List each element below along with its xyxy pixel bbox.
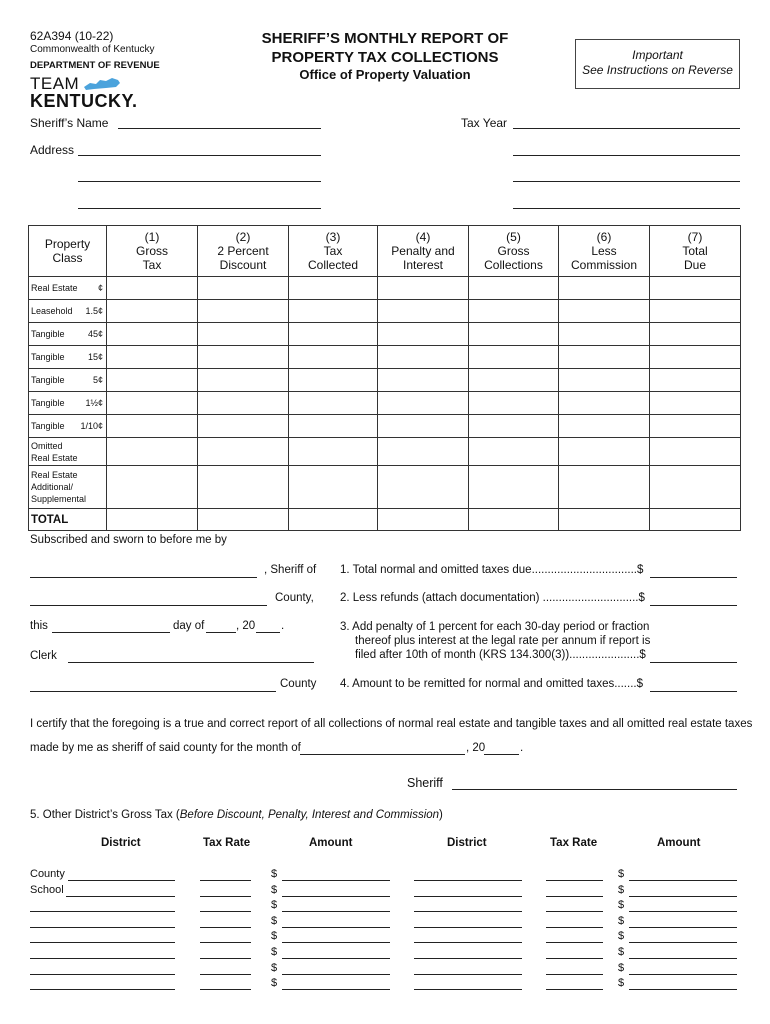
tax-rate-field-right[interactable] bbox=[546, 958, 603, 959]
tax-rate-field-right[interactable] bbox=[546, 989, 603, 990]
collections-table bbox=[28, 225, 741, 531]
department-label: DEPARTMENT OF REVENUE bbox=[30, 60, 160, 71]
tax-rate-field[interactable] bbox=[200, 989, 251, 990]
item-4-amount[interactable] bbox=[650, 691, 737, 692]
certify-line-1: I certify that the foregoing is a true and correct report of all collections of normal real estate and tangible taxes and all omitted real estate taxes bbox=[30, 718, 753, 730]
day-of-label: day of bbox=[173, 620, 205, 632]
table-cell[interactable] bbox=[198, 415, 289, 438]
kentucky-state-icon bbox=[82, 77, 122, 91]
certify-month-field[interactable] bbox=[300, 754, 465, 755]
certify-year-prefix: , 20 bbox=[466, 742, 486, 754]
table-cell[interactable] bbox=[107, 415, 198, 438]
district-field[interactable] bbox=[30, 927, 175, 928]
amount-field-right[interactable] bbox=[629, 974, 737, 975]
amount-field-right[interactable] bbox=[629, 958, 737, 959]
logo-line2: KENTUCKY. bbox=[30, 91, 138, 111]
table-cell[interactable] bbox=[559, 277, 650, 300]
table-cell[interactable] bbox=[107, 346, 198, 369]
county-field-2[interactable] bbox=[30, 691, 276, 692]
table-cell[interactable] bbox=[469, 438, 559, 466]
district-field-right[interactable] bbox=[414, 958, 522, 959]
school-label: School bbox=[30, 884, 64, 896]
amount-field[interactable] bbox=[282, 989, 390, 990]
item-2-amount[interactable] bbox=[650, 605, 737, 606]
col-tax-rate-right: Tax Rate bbox=[550, 837, 598, 849]
row-property-class bbox=[29, 438, 107, 466]
table-cell[interactable] bbox=[289, 300, 378, 323]
row-property-class bbox=[29, 323, 107, 346]
table-cell[interactable] bbox=[559, 392, 650, 415]
month-field[interactable] bbox=[206, 632, 236, 633]
row-label: Tangible bbox=[31, 421, 65, 431]
table-cell[interactable] bbox=[378, 300, 469, 323]
amount-field-right[interactable] bbox=[629, 896, 737, 897]
table-cell[interactable] bbox=[289, 392, 378, 415]
row-rate: 1/10¢ bbox=[80, 421, 103, 431]
table-header-row bbox=[29, 226, 741, 277]
row-rate: 1½¢ bbox=[85, 398, 103, 408]
important-text: See Instructions on Reverse bbox=[582, 63, 733, 77]
dollar-sign: $ bbox=[271, 946, 278, 958]
col-district-right: District bbox=[447, 837, 487, 849]
row-label: Tangible bbox=[31, 375, 65, 385]
sheriffs-name-label: Sheriff’s Name bbox=[30, 116, 109, 130]
item-1-amount[interactable] bbox=[650, 577, 737, 578]
row-property-class bbox=[29, 466, 107, 509]
table-cell[interactable] bbox=[198, 438, 289, 466]
district-field[interactable] bbox=[30, 942, 175, 943]
table-row bbox=[29, 277, 741, 300]
logo-line1: TEAM bbox=[30, 74, 80, 93]
dollar-sign: $ bbox=[271, 930, 278, 942]
tax-rate-field[interactable] bbox=[200, 927, 251, 928]
dollar-sign-right: $ bbox=[618, 899, 625, 911]
row-label: Real Estate Additional/ Supplemental bbox=[31, 470, 87, 504]
table-cell[interactable] bbox=[469, 323, 559, 346]
table-cell[interactable] bbox=[107, 438, 198, 466]
tax-rate-field[interactable] bbox=[200, 880, 251, 881]
important-title: Important bbox=[632, 48, 683, 62]
table-cell[interactable] bbox=[378, 369, 469, 392]
col-amount-left: Amount bbox=[309, 837, 353, 849]
table-row bbox=[29, 346, 741, 369]
table-cell[interactable] bbox=[650, 392, 741, 415]
other-districts-heading: 5. Other District’s Gross Tax (Before Discount, Penalty, Interest and Commission) bbox=[30, 809, 443, 821]
county-field-1[interactable] bbox=[30, 605, 267, 606]
row-rate: 15¢ bbox=[87, 352, 103, 362]
table-cell[interactable] bbox=[378, 466, 469, 509]
row-label: Tangible bbox=[31, 329, 65, 339]
row-label: Real Estate bbox=[31, 283, 78, 293]
col-less-commission: (6) Less Commission bbox=[559, 226, 650, 277]
col-district-left: District bbox=[101, 837, 141, 849]
row-property-class bbox=[29, 369, 107, 392]
form-number: 62A394 (10-22) bbox=[30, 29, 114, 43]
row-rate: 1.5¢ bbox=[85, 306, 103, 316]
table-cell[interactable] bbox=[559, 438, 650, 466]
row-label: Tangible bbox=[31, 398, 65, 408]
tax-rate-field[interactable] bbox=[200, 958, 251, 959]
total-cell[interactable] bbox=[650, 509, 741, 531]
address-right-line-1[interactable] bbox=[513, 155, 740, 156]
table-cell[interactable] bbox=[559, 323, 650, 346]
tax-rate-field-right[interactable] bbox=[546, 911, 603, 912]
col-total-due: (7) Total Due bbox=[650, 226, 741, 277]
county-label-1: County, bbox=[275, 592, 314, 604]
tax-rate-field[interactable] bbox=[200, 896, 251, 897]
table-cell[interactable] bbox=[378, 346, 469, 369]
tax-rate-field-right[interactable] bbox=[546, 880, 603, 881]
table-cell[interactable] bbox=[198, 300, 289, 323]
amount-field-right[interactable] bbox=[629, 911, 737, 912]
dollar-sign: $ bbox=[271, 977, 278, 989]
amount-field[interactable] bbox=[282, 974, 390, 975]
col-amount-right: Amount bbox=[657, 837, 701, 849]
dollar-sign-right: $ bbox=[618, 915, 625, 927]
district-field-right[interactable] bbox=[414, 896, 522, 897]
row-property-class bbox=[29, 415, 107, 438]
address-right-line-2[interactable] bbox=[513, 181, 740, 182]
total-cell[interactable] bbox=[378, 509, 469, 531]
sheriffs-name-field[interactable] bbox=[118, 128, 321, 129]
dollar-sign-right: $ bbox=[618, 884, 625, 896]
table-cell[interactable] bbox=[289, 277, 378, 300]
table-row bbox=[29, 300, 741, 323]
tax-rate-field-right[interactable] bbox=[546, 942, 603, 943]
address-line-2[interactable] bbox=[78, 181, 321, 182]
table-cell[interactable] bbox=[559, 415, 650, 438]
total-cell[interactable] bbox=[198, 509, 289, 531]
table-cell[interactable] bbox=[289, 466, 378, 509]
table-cell[interactable] bbox=[469, 369, 559, 392]
title-line1: SHERIFF’S MONTHLY REPORT OF bbox=[261, 30, 509, 47]
item-3-label: 3. Add penalty of 1 percent for each 30-day period or fraction thereof plus interest at the legal rate per annum if report is filed after 10th of month (KRS 134.300(3))......................$ bbox=[340, 621, 651, 661]
table-cell[interactable] bbox=[378, 323, 469, 346]
table-row bbox=[29, 438, 741, 466]
sheriff-of-label: , Sheriff of bbox=[264, 564, 317, 576]
district-field[interactable] bbox=[30, 989, 175, 990]
table-cell[interactable] bbox=[198, 323, 289, 346]
table-cell[interactable] bbox=[650, 346, 741, 369]
county-label-2: County bbox=[280, 678, 317, 690]
row-rate: 45¢ bbox=[87, 329, 103, 339]
dollar-sign: $ bbox=[271, 915, 278, 927]
table-cell[interactable] bbox=[650, 415, 741, 438]
district-field[interactable] bbox=[30, 974, 175, 975]
table-row bbox=[29, 323, 741, 346]
dollar-sign: $ bbox=[271, 884, 278, 896]
table-cell[interactable] bbox=[289, 415, 378, 438]
col-gross-tax: (1) Gross Tax bbox=[107, 226, 198, 277]
clerk-label: Clerk bbox=[30, 650, 57, 662]
this-label: this bbox=[30, 620, 48, 632]
table-cell[interactable] bbox=[559, 369, 650, 392]
table-cell[interactable] bbox=[107, 392, 198, 415]
amount-field[interactable] bbox=[282, 958, 390, 959]
table-cell[interactable] bbox=[198, 369, 289, 392]
amount-field-right[interactable] bbox=[629, 880, 737, 881]
address-line-1[interactable] bbox=[78, 155, 321, 156]
row-label: Leasehold bbox=[31, 306, 73, 316]
table-cell[interactable] bbox=[650, 438, 741, 466]
subscribed-label: Subscribed and sworn to before me by bbox=[30, 534, 227, 546]
table-cell[interactable] bbox=[198, 277, 289, 300]
day-field[interactable] bbox=[52, 632, 170, 633]
tax-rate-field[interactable] bbox=[200, 942, 251, 943]
amount-field-right[interactable] bbox=[629, 927, 737, 928]
county-label: County bbox=[30, 868, 65, 880]
table-cell[interactable] bbox=[469, 300, 559, 323]
row-property-class bbox=[29, 277, 107, 300]
table-cell[interactable] bbox=[289, 346, 378, 369]
total-label: TOTAL bbox=[29, 509, 107, 531]
item-3-amount[interactable] bbox=[650, 662, 737, 663]
row-property-class bbox=[29, 392, 107, 415]
tax-year-field[interactable] bbox=[513, 128, 740, 129]
col-tax-collected: (3) Tax Collected bbox=[289, 226, 378, 277]
row-label: Omitted Real Estate bbox=[31, 440, 78, 463]
amount-field[interactable] bbox=[282, 927, 390, 928]
district-field-right[interactable] bbox=[414, 974, 522, 975]
district-field-right[interactable] bbox=[414, 927, 522, 928]
total-row bbox=[29, 509, 741, 531]
county-district-field[interactable] bbox=[68, 880, 175, 881]
tax-rate-field-right[interactable] bbox=[546, 974, 603, 975]
dollar-sign: $ bbox=[271, 962, 278, 974]
dollar-sign-right: $ bbox=[618, 946, 625, 958]
certify-line-2: made by me as sheriff of said county for the month of bbox=[30, 742, 301, 754]
report-title bbox=[205, 29, 565, 67]
table-cell[interactable] bbox=[378, 392, 469, 415]
report-subtitle: Office of Property Valuation bbox=[299, 67, 471, 82]
district-field-right[interactable] bbox=[414, 989, 522, 990]
sheriff-signature-label: Sheriff bbox=[407, 776, 443, 790]
table-cell[interactable] bbox=[198, 466, 289, 509]
table-row bbox=[29, 466, 741, 509]
tax-rate-field-right[interactable] bbox=[546, 896, 603, 897]
district-field[interactable] bbox=[30, 958, 175, 959]
table-cell[interactable] bbox=[107, 369, 198, 392]
row-label: Tangible bbox=[31, 352, 65, 362]
table-cell[interactable] bbox=[198, 346, 289, 369]
table-cell[interactable] bbox=[469, 466, 559, 509]
tax-rate-field-right[interactable] bbox=[546, 927, 603, 928]
district-field[interactable] bbox=[30, 911, 175, 912]
clerk-field[interactable] bbox=[68, 662, 314, 663]
commonwealth-label: Commonwealth of Kentucky bbox=[30, 44, 155, 55]
table-cell[interactable] bbox=[378, 277, 469, 300]
item-4-label: 4. Amount to be remitted for normal and omitted taxes.......$ bbox=[340, 678, 643, 690]
table-cell[interactable] bbox=[378, 438, 469, 466]
amount-field[interactable] bbox=[282, 911, 390, 912]
table-cell[interactable] bbox=[559, 466, 650, 509]
dollar-sign-right: $ bbox=[618, 868, 625, 880]
table-cell[interactable] bbox=[650, 300, 741, 323]
year-prefix-label: , 20 bbox=[236, 620, 256, 632]
item-1-label: 1. Total normal and omitted taxes due.................................$ bbox=[340, 564, 644, 576]
dollar-sign: $ bbox=[271, 899, 278, 911]
total-cell[interactable] bbox=[107, 509, 198, 531]
team-kentucky-logo bbox=[30, 75, 138, 110]
row-property-class bbox=[29, 300, 107, 323]
table-cell[interactable] bbox=[107, 300, 198, 323]
table-cell[interactable] bbox=[107, 323, 198, 346]
table-cell[interactable] bbox=[559, 300, 650, 323]
dollar-sign: $ bbox=[271, 868, 278, 880]
table-cell[interactable] bbox=[650, 323, 741, 346]
table-cell[interactable] bbox=[469, 415, 559, 438]
total-cell[interactable] bbox=[289, 509, 378, 531]
tax-rate-field[interactable] bbox=[200, 974, 251, 975]
table-row bbox=[29, 415, 741, 438]
amount-field-right[interactable] bbox=[629, 942, 737, 943]
row-rate: 5¢ bbox=[92, 375, 103, 385]
school-district-field[interactable] bbox=[66, 896, 175, 897]
district-field-right[interactable] bbox=[414, 880, 522, 881]
total-cell[interactable] bbox=[559, 509, 650, 531]
table-row bbox=[29, 392, 741, 415]
dollar-sign-right: $ bbox=[618, 977, 625, 989]
table-cell[interactable] bbox=[469, 392, 559, 415]
tax-year-label: Tax Year bbox=[461, 116, 508, 130]
sheriff-signature-field[interactable] bbox=[452, 789, 737, 790]
dollar-sign-right: $ bbox=[618, 930, 625, 942]
title-line2: PROPERTY TAX COLLECTIONS bbox=[271, 49, 499, 66]
amount-field-right[interactable] bbox=[629, 989, 737, 990]
address-line-3[interactable] bbox=[78, 208, 321, 209]
table-cell[interactable] bbox=[289, 369, 378, 392]
dollar-sign-right: $ bbox=[618, 962, 625, 974]
table-cell[interactable] bbox=[107, 277, 198, 300]
table-cell[interactable] bbox=[378, 415, 469, 438]
col-gross-collections: (5) Gross Collections bbox=[469, 226, 559, 277]
col-tax-rate-left: Tax Rate bbox=[203, 837, 251, 849]
table-cell[interactable] bbox=[650, 277, 741, 300]
total-cell[interactable] bbox=[469, 509, 559, 531]
amount-field[interactable] bbox=[282, 896, 390, 897]
district-field-right[interactable] bbox=[414, 911, 522, 912]
tax-rate-field[interactable] bbox=[200, 911, 251, 912]
certify-year-field[interactable] bbox=[484, 754, 519, 755]
col-penalty-interest: (4) Penalty and Interest bbox=[378, 226, 469, 277]
row-property-class bbox=[29, 346, 107, 369]
table-cell[interactable] bbox=[289, 323, 378, 346]
table-row bbox=[29, 369, 741, 392]
item-2-label: 2. Less refunds (attach documentation) ..............................$ bbox=[340, 592, 645, 604]
table-cell[interactable] bbox=[107, 466, 198, 509]
table-cell[interactable] bbox=[650, 466, 741, 509]
col-property-class: Property Class bbox=[29, 226, 107, 277]
table-cell[interactable] bbox=[198, 392, 289, 415]
row-rate: ¢ bbox=[97, 283, 103, 293]
important-box bbox=[575, 39, 740, 89]
table-cell[interactable] bbox=[469, 346, 559, 369]
amount-field[interactable] bbox=[282, 880, 390, 881]
table-cell[interactable] bbox=[559, 346, 650, 369]
year-field[interactable] bbox=[256, 632, 280, 633]
amount-field[interactable] bbox=[282, 942, 390, 943]
table-cell[interactable] bbox=[469, 277, 559, 300]
col-discount: (2) 2 Percent Discount bbox=[198, 226, 289, 277]
sworn-name-field[interactable] bbox=[30, 577, 257, 578]
district-field-right[interactable] bbox=[414, 942, 522, 943]
table-cell[interactable] bbox=[289, 438, 378, 466]
address-label: Address bbox=[30, 143, 75, 157]
table-cell[interactable] bbox=[650, 369, 741, 392]
address-right-line-3[interactable] bbox=[513, 208, 740, 209]
